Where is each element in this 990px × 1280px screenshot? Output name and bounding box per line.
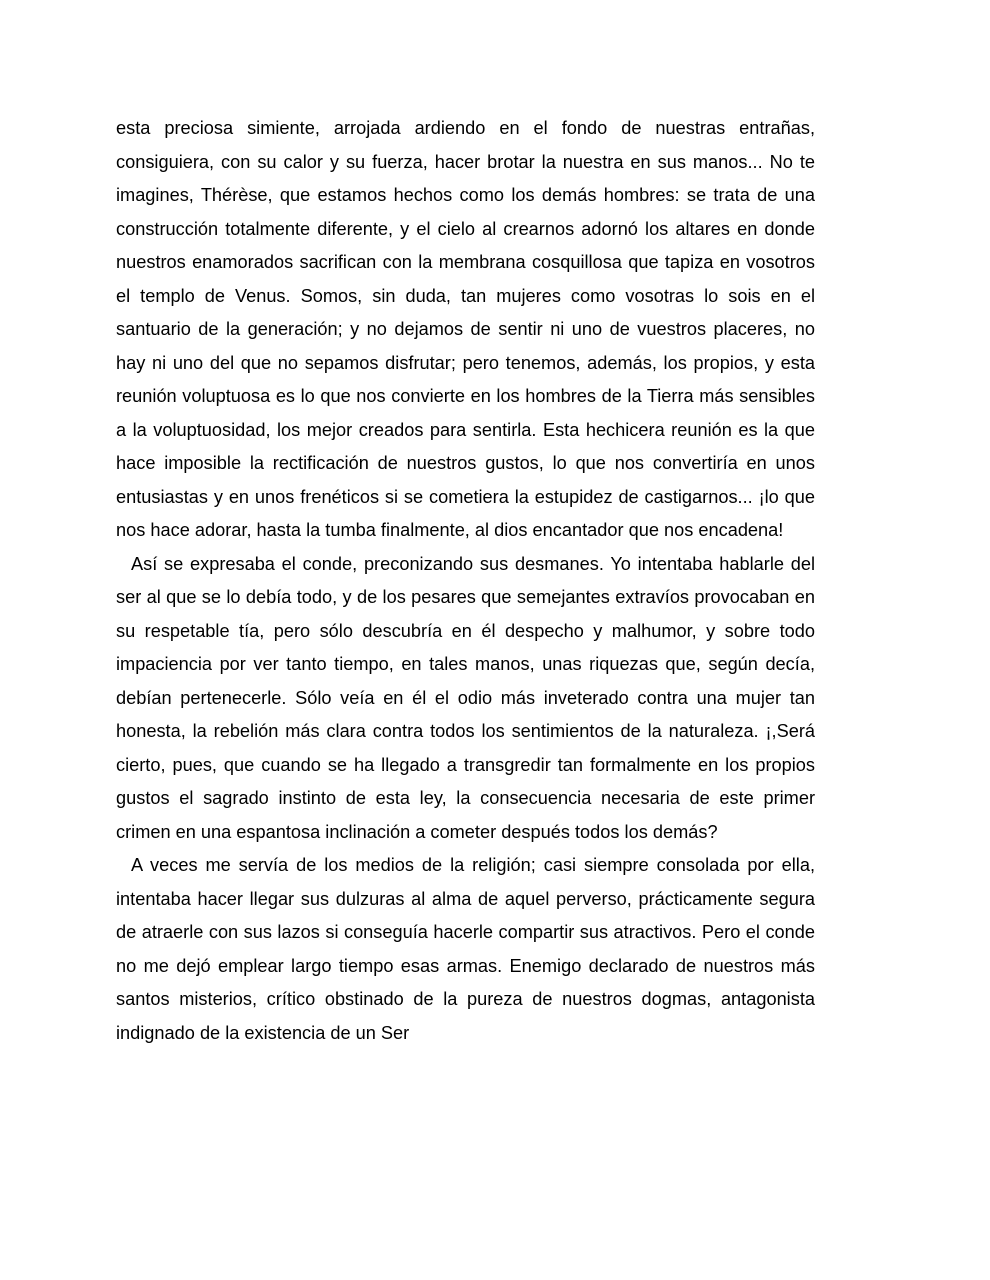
paragraph-2: Así se expresaba el conde, preconizando sus desmanes. Yo intentaba hablarle del ser al que se lo debía todo, y de los pesares que semejantes extravíos provocaban en su respetable tía, pero sólo descubría en él despecho y malhumor, y sobre todo impaciencia por ver tanto tiempo, en tales manos, unas riquezas que, según decía, debían pertenecerle. Sólo veía en él el odio más inveterado contra una mujer tan honesta, la rebelión más clara contra todos los sentimientos de la naturaleza. ¡,Será cierto, pues, que cuando se ha llegado a transgredir tan formalmente en los propios gustos el sagrado instinto de esta ley, la consecuencia necesaria de este primer crimen en una espantosa inclinación a cometer después todos los demás? (116, 553, 815, 842)
text-column (116, 112, 815, 1050)
paragraph-3: A veces me servía de los medios de la religión; casi siempre consolada por ella, intentaba hacer llegar sus dulzuras al alma de aquel perverso, prácticamente segura de atraerle con sus lazos si conseguía hacerle compartir sus atractivos. Pero el conde no me dejó emplear largo tiempo esas armas. Enemigo declarado de nuestros más santos misterios, crítico obstinado de la pureza de nuestros dogmas, antagonista indignado de la existencia de un Ser (116, 855, 815, 1043)
paragraph-1: esta preciosa simiente, arrojada ardiendo en el fondo de nuestras entrañas, consiguiera, con su calor y su fuerza, hacer brotar la nuestra en sus manos... No te imagines, Thérèse, que estamos hechos como los demás hombres: se trata de una construcción totalmente diferente, y el cielo al crearnos adornó los altares en donde nuestros enamorados sacrifican con la membrana cosquillosa que tapiza en vosotros el templo de Venus. Somos, sin duda, tan mujeres como vosotras lo sois en el santuario de la generación; y no dejamos de sentir ni uno de vuestros placeres, no hay ni uno del que no sepamos disfrutar; pero tenemos, además, los propios, y esta reunión voluptuosa es lo que nos convierte en los hombres de la Tierra más sensibles a la voluptuosidad, los mejor creados para sentirla. Esta hechicera reunión es la que hace imposible la rectificación de nuestros gustos, lo que nos convertiría en unos entusiastas y en unos frenéticos si se cometiera la estupidez de castigarnos... ¡lo que nos hace adorar, hasta la tumba finalmente, al dios encantador que nos encadena! (116, 118, 815, 540)
